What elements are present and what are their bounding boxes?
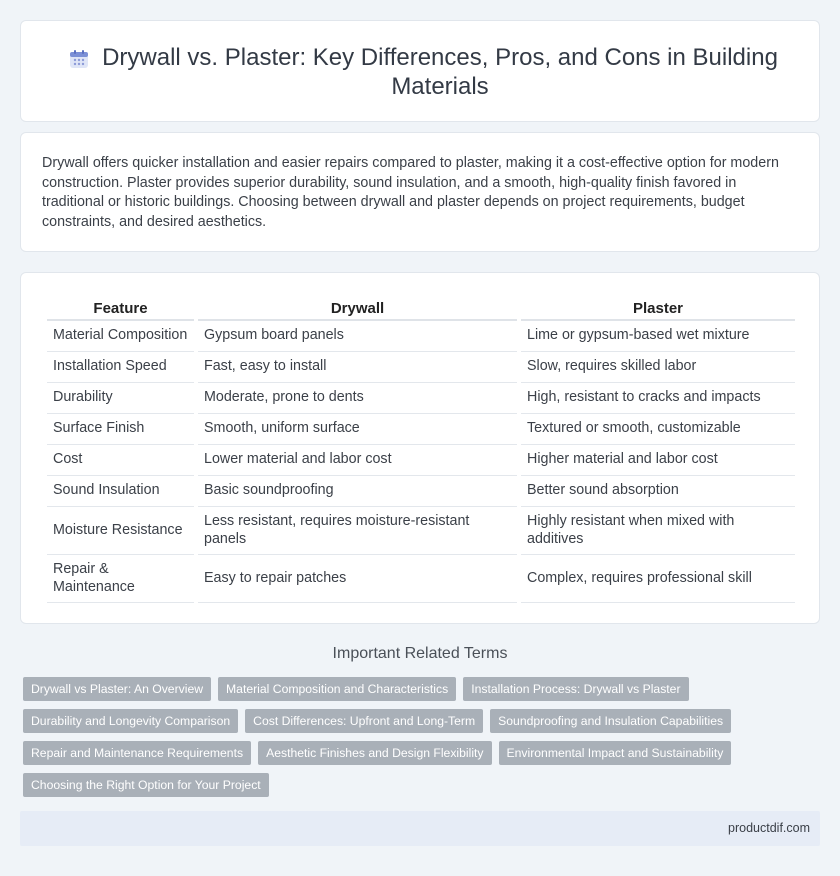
header-plaster: Plaster: [521, 295, 795, 321]
header-feature: Feature: [47, 295, 194, 321]
table-row: [47, 352, 795, 383]
table-row: [47, 414, 795, 445]
plaster-cell: Better sound absorption: [521, 476, 795, 507]
table-row: [47, 555, 795, 603]
drywall-cell: Smooth, uniform surface: [198, 414, 517, 445]
related-term-tag[interactable]: Aesthetic Finishes and Design Flexibility: [258, 741, 491, 765]
table-row: [47, 445, 795, 476]
feature-cell: Material Composition: [47, 321, 194, 352]
summary-card: [20, 132, 820, 252]
table-header-row: [47, 295, 795, 321]
related-terms-list: [23, 677, 803, 797]
related-term-tag[interactable]: Repair and Maintenance Requirements: [23, 741, 251, 765]
related-term-tag[interactable]: Cost Differences: Upfront and Long-Term: [245, 709, 483, 733]
related-term-tag[interactable]: Drywall vs Plaster: An Overview: [23, 677, 211, 701]
page-title: Drywall vs. Plaster: Key Differences, Pros, and Cons in Building Materials: [102, 44, 778, 100]
table-row: [47, 507, 795, 555]
summary-paragraph: Drywall offers quicker installation and easier repairs compared to plaster, making it a cost-effective option for modern construction. Plaster provides superior durability, sound insulation, and a smooth, high-quality finish favored in traditional or historic buildings. Choosing between drywall and plaster depends on project requirements, budget constraints, and desired aesthetics.: [42, 155, 779, 230]
related-term-tag[interactable]: Durability and Longevity Comparison: [23, 709, 238, 733]
calendar-icon: [68, 48, 90, 70]
related-terms-heading: Important Related Terms: [332, 645, 508, 662]
feature-cell: Moisture Resistance: [47, 507, 194, 555]
drywall-cell: Gypsum board panels: [198, 321, 517, 352]
related-term-tag[interactable]: Soundproofing and Insulation Capabilities: [490, 709, 731, 733]
plaster-cell: Slow, requires skilled labor: [521, 352, 795, 383]
drywall-cell: Basic soundproofing: [198, 476, 517, 507]
related-term-tag[interactable]: Material Composition and Characteristics: [218, 677, 456, 701]
table-row: [47, 476, 795, 507]
comparison-card: [20, 272, 820, 624]
drywall-cell: Fast, easy to install: [198, 352, 517, 383]
title-card: [20, 20, 820, 122]
related-term-tag[interactable]: Environmental Impact and Sustainability: [499, 741, 732, 765]
plaster-cell: Lime or gypsum-based wet mixture: [521, 321, 795, 352]
feature-cell: Cost: [47, 445, 194, 476]
drywall-cell: Lower material and labor cost: [198, 445, 517, 476]
related-term-tag[interactable]: Choosing the Right Option for Your Project: [23, 773, 269, 797]
title-block: [21, 43, 819, 101]
table-row: [47, 383, 795, 414]
feature-cell: Surface Finish: [47, 414, 194, 445]
feature-cell: Sound Insulation: [47, 476, 194, 507]
drywall-cell: Less resistant, requires moisture-resistant panels: [198, 507, 517, 555]
plaster-cell: Complex, requires professional skill: [521, 555, 795, 603]
comparison-table: [43, 295, 799, 603]
drywall-cell: Easy to repair patches: [198, 555, 517, 603]
feature-cell: Installation Speed: [47, 352, 194, 383]
drywall-cell: Moderate, prone to dents: [198, 383, 517, 414]
plaster-cell: Textured or smooth, customizable: [521, 414, 795, 445]
table-row: [47, 321, 795, 352]
plaster-cell: High, resistant to cracks and impacts: [521, 383, 795, 414]
feature-cell: Durability: [47, 383, 194, 414]
footer-bar: [20, 811, 820, 846]
related-term-tag[interactable]: Installation Process: Drywall vs Plaster: [463, 677, 688, 701]
footer-site-link[interactable]: productdif.com: [728, 821, 810, 835]
plaster-cell: Higher material and labor cost: [521, 445, 795, 476]
feature-cell: Repair & Maintenance: [47, 555, 194, 603]
header-drywall: Drywall: [198, 295, 517, 321]
plaster-cell: Highly resistant when mixed with additives: [521, 507, 795, 555]
